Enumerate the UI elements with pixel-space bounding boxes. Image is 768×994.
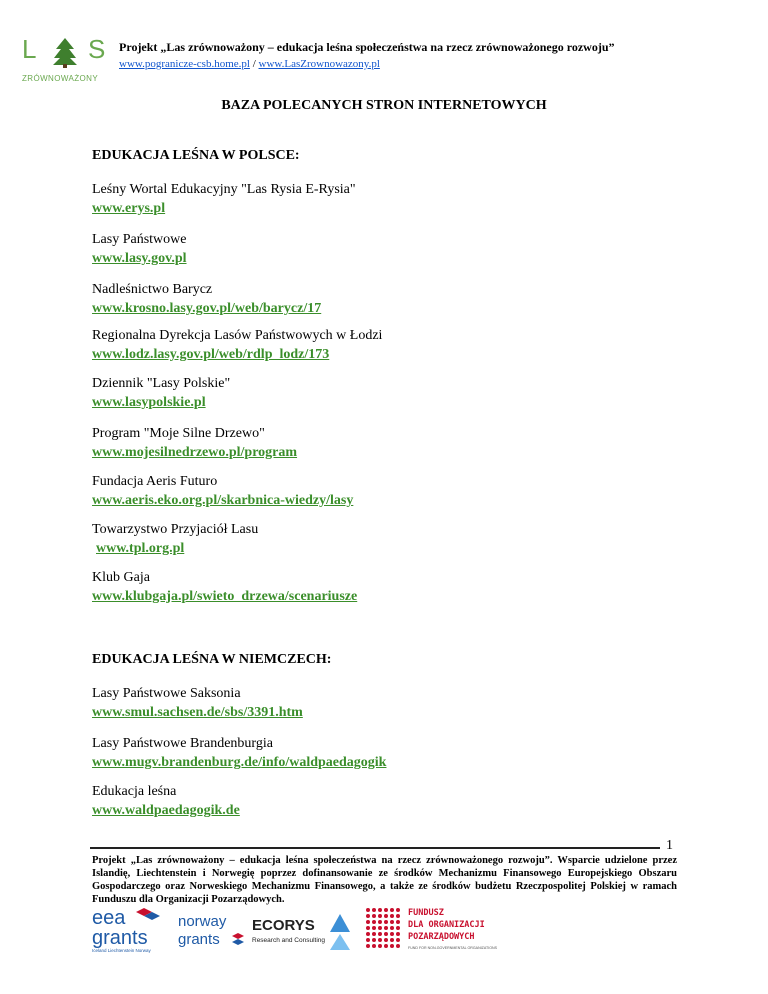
list-item [92,374,230,412]
entry-name: Fundacja Aeris Futuro [92,474,218,489]
link-pogranicze[interactable]: www.pogranicze-csb.home.pl [119,58,250,70]
list-item [92,782,240,820]
project-links [119,58,380,70]
sponsor-logos [92,904,512,954]
svg-text:Research and Consulting: Research and Consulting [252,937,325,944]
section-title-germany: EDUKACJA LEŚNA W NIEMCZECH: [92,652,332,667]
list-item [92,734,386,772]
entry-link[interactable]: www.lasy.gov.pl [92,251,187,266]
svg-text:norway: norway [178,913,227,930]
list-item [92,180,356,218]
svg-text:ECORYS: ECORYS [252,917,315,934]
list-item [92,684,303,722]
entry-link[interactable]: www.mojesilnedrzewo.pl/program [92,445,298,460]
entry-name: Program "Moje Silne Drzewo" [92,426,265,441]
entry-name: Leśny Wortal Edukacyjny "Las Rysia E-Rysia" [92,182,356,197]
tree-icon [52,38,78,68]
list-item [92,520,258,558]
section-title-poland: EDUKACJA LEŚNA W POLSCE: [92,148,300,163]
list-item [92,472,353,510]
entry-link[interactable]: www.lasypolskie.pl [92,395,206,410]
entry-link[interactable]: www.smul.sachsen.de/sbs/3391.htm [92,705,303,720]
entry-name: Klub Gaja [92,570,150,585]
svg-text:Iceland Liechtenstein Norway: Iceland Liechtenstein Norway [92,948,151,953]
entry-link[interactable]: www.klubgaja.pl/swieto_drzewa/scenariusze [92,589,358,604]
svg-text:FUNDUSZ: FUNDUSZ [408,908,444,918]
list-item [92,230,187,268]
logo-letter-l: L [22,34,38,64]
footer-text: Projekt „Las zrównoważony – edukacja leśna społeczeństwa na rzecz zrównoważonego rozwoju”. Wsparcie udzielone przez Islandię, Liechtenstein i Norwegię poprzez dofinansowanie ze środków Mechanizmu Finansowego Europejskiego Obszaru Gospodarczego oraz Norweskiego Mechanizmu Finansowego, a także ze środków budżetu Rzeczpospolitej Polskiej w ramach Funduszu dla Organizacji Pozarządowych. [92,855,677,905]
list-item [92,568,357,606]
ecorys-logo [252,910,352,950]
entry-name: Regionalna Dyrekcja Lasów Państwowych w Łodzi [92,328,383,343]
entry-link[interactable]: www.waldpaedagogik.de [92,803,240,818]
entry-name: Dziennik "Lasy Polskie" [92,376,231,391]
entry-link[interactable]: www.krosno.lasy.gov.pl/web/barycz/17 [92,301,322,316]
svg-text:eea: eea [92,907,126,929]
svg-text:grants: grants [178,931,220,948]
svg-text:FUND FOR NON-GOVERNMENTAL ORGA: FUND FOR NON-GOVERNMENTAL ORGANIZATIONS [408,946,497,950]
svg-text:grants: grants [92,927,148,949]
entry-link[interactable]: www.tpl.org.pl [96,541,185,556]
las-zrownowazony-logo [22,34,112,88]
footer-divider [90,847,660,849]
list-item [92,424,297,462]
entry-link[interactable]: www.erys.pl [92,201,166,216]
logo-letter-s: S [88,34,107,64]
entry-name: Lasy Państwowe [92,232,187,247]
entry-link[interactable]: www.lodz.lasy.gov.pl/web/rdlp_lodz/173 [92,347,330,362]
entry-link[interactable]: www.aeris.eko.org.pl/skarbnica-wiedzy/lasy [92,493,354,508]
list-item [92,326,382,364]
project-title: Projekt „Las zrównoważony – edukacja leśna społeczeństwa na rzecz zrównoważonego rozwoju” [119,40,615,54]
entry-name: Towarzystwo Przyjaciół Lasu [92,522,259,537]
link-laszrownowazony[interactable]: www.LasZrownowazony.pl [258,58,380,70]
logo-subtitle: ZRÓWNOWAŻONY [22,74,99,83]
svg-text:POZARZĄDOWYCH: POZARZĄDOWYCH [408,932,475,942]
page-title: BAZA POLECANYCH STRON INTERNETOWYCH [221,98,547,113]
entry-link[interactable]: www.mugv.brandenburg.de/info/waldpaedagogik [92,755,387,770]
eea-grants-logo [92,904,164,954]
norway-grants-logo [178,910,244,950]
entry-name: Nadleśnictwo Barycz [92,282,213,297]
page-number: 1 [666,838,673,853]
svg-text:DLA ORGANIZACJI: DLA ORGANIZACJI [408,920,485,930]
entry-name: Lasy Państwowe Brandenburgia [92,736,273,751]
list-item [92,280,321,318]
link-separator: / [249,58,259,70]
entry-name: Lasy Państwowe Saksonia [92,686,241,701]
fundusz-logo [364,904,514,954]
entry-name: Edukacja leśna [92,784,177,799]
